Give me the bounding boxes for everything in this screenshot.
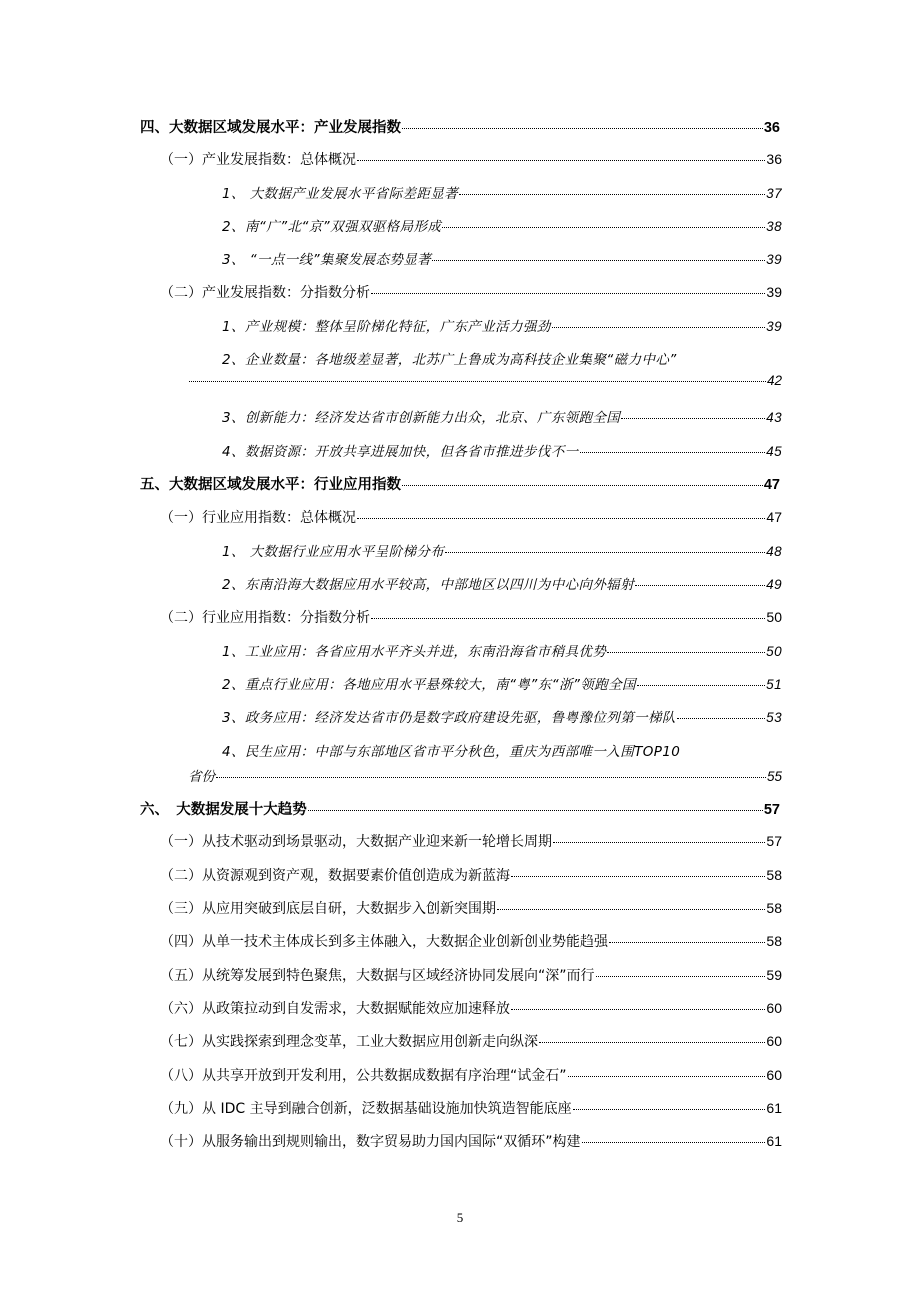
toc-entry-subsection[interactable] (222, 706, 782, 726)
toc-entry-title: （五）从统筹发展到特色聚焦，大数据与区域经济协同发展向“深”而行 (160, 968, 595, 984)
toc-entry-subsection[interactable] (222, 640, 782, 660)
toc-entry-section[interactable] (160, 865, 782, 885)
toc-entry-title: 2、企业数量：各地级差显著，北苏广上鲁成为高科技企业集聚“磁力中心” (222, 352, 677, 368)
toc-page-number: 50 (766, 644, 782, 659)
toc-page-number: 50 (766, 609, 782, 625)
leader-dots (189, 381, 766, 382)
toc-entry-title: 3、 “一点一线”集聚发展态势显著 (222, 252, 432, 268)
toc-entry-title: 1、 大数据行业应用水平呈阶梯分布 (222, 544, 445, 560)
toc-page-number: 51 (766, 677, 782, 692)
toc-entry-title: （三）从应用突破到底层自研，大数据步入创新突围期 (160, 901, 496, 917)
toc-page-number: 55 (766, 769, 782, 784)
toc-page-number: 39 (766, 252, 782, 267)
leader-dots (432, 260, 765, 261)
leader-dots (442, 227, 765, 228)
leader-dots (357, 160, 765, 161)
page-footer-number: 5 (456, 1210, 464, 1225)
toc-entry-subsection[interactable] (222, 406, 782, 426)
toc-entry-subsection[interactable] (222, 248, 782, 268)
leader-dots (511, 876, 765, 877)
leader-dots (621, 418, 765, 419)
toc-entry-title: （七）从实践探索到理念变革，工业大数据应用创新走向纵深 (160, 1034, 538, 1050)
toc-entry-title: 2、重点行业应用：各地应用水平悬殊较大，南“粤”东“浙”领跑全国 (222, 677, 636, 693)
leader-dots (402, 128, 763, 129)
toc-entry-subsection[interactable] (222, 573, 782, 593)
toc-page-number: 39 (766, 319, 782, 334)
toc-page-number: 58 (766, 933, 782, 949)
toc-entry-subsection[interactable] (222, 740, 782, 760)
leader-dots (308, 810, 763, 811)
leader-dots (607, 652, 765, 653)
toc-entry-title-continued: 省份 (188, 769, 215, 785)
leader-dots (402, 485, 763, 486)
leader-dots (609, 942, 765, 943)
toc-entry-title: （一）产业发展指数：总体概况 (160, 152, 356, 168)
toc-page-number: 45 (766, 444, 782, 459)
toc-entry-title: 3、政务应用：经济发达省市仍是数字政府建设先驱，鲁粤豫位列第一梯队 (222, 710, 676, 726)
toc-entry-section[interactable] (160, 898, 782, 918)
toc-entry-title: 1、工业应用：各省应用水平齐头并进，东南沿海省市稍具优势 (222, 644, 607, 660)
toc-entry-title: 1、产业规模：整体呈阶梯化特征，广东产业活力强劲 (222, 319, 551, 335)
toc-entry-section[interactable] (160, 831, 782, 851)
toc-entry-title: （十）从服务输出到规则输出，数字贸易助力国内国际“双循环”构建 (160, 1134, 581, 1150)
leader-dots (568, 1076, 766, 1077)
toc-entry-section[interactable] (160, 282, 782, 302)
toc-entry-section[interactable] (160, 1031, 782, 1051)
toc-page-number: 53 (766, 710, 782, 725)
toc-page-number: 48 (766, 544, 782, 559)
toc-entry-continuation[interactable] (188, 373, 782, 388)
toc-page-number: 37 (766, 186, 782, 201)
toc-page-number: 39 (766, 284, 782, 300)
leader-dots (497, 909, 765, 910)
toc-entry-section[interactable] (160, 507, 782, 527)
toc-entry-title: 四、大数据区域发展水平：产业发展指数 (140, 120, 401, 136)
toc-entry-chapter-6[interactable] (140, 798, 780, 819)
toc-entry-section[interactable] (160, 149, 782, 169)
toc-entry-chapter-4[interactable] (140, 116, 780, 137)
toc-entry-subsection[interactable] (222, 215, 782, 235)
toc-entry-subsection[interactable] (222, 540, 782, 560)
toc-entry-continuation[interactable] (188, 765, 782, 785)
leader-dots (573, 1109, 766, 1110)
toc-entry-section[interactable] (160, 1065, 782, 1085)
leader-dots (582, 1142, 766, 1143)
leader-dots (635, 585, 765, 586)
toc-entry-section[interactable] (160, 931, 782, 951)
toc-entry-chapter-5[interactable] (140, 473, 780, 494)
toc-entry-section[interactable] (160, 1098, 782, 1118)
toc-entry-subsection[interactable] (222, 182, 782, 202)
toc-page-number: 36 (766, 151, 782, 167)
toc-entry-title: 2、南“广”北“京”双强双驱格局形成 (222, 219, 442, 235)
toc-entry-title: （六）从政策拉动到自发需求，大数据赋能效应加速释放 (160, 1001, 510, 1017)
leader-dots (357, 518, 765, 519)
toc-entry-subsection[interactable] (222, 440, 782, 460)
toc-page-number: 61 (766, 1100, 782, 1116)
toc-entry-subsection[interactable] (222, 348, 782, 368)
toc-entry-title: 4、数据资源：开放共享进展加快，但各省市推进步伐不一 (222, 444, 579, 460)
toc-entry-title: 五、大数据区域发展水平：行业应用指数 (140, 477, 401, 493)
toc-entry-subsection[interactable] (222, 673, 782, 693)
toc-page-number: 58 (766, 867, 782, 883)
toc-entry-title: （四）从单一技术主体成长到多主体融入，大数据企业创新创业势能趋强 (160, 934, 608, 950)
toc-page-number: 59 (766, 967, 782, 983)
toc-page-number: 43 (766, 410, 782, 425)
leader-dots (677, 718, 765, 719)
toc-entry-title: 1、 大数据产业发展水平省际差距显著 (222, 186, 459, 202)
leader-dots (539, 1042, 765, 1043)
toc-page-number: 61 (766, 1133, 782, 1149)
toc-page-number: 47 (766, 509, 782, 525)
toc-entry-subsection[interactable] (222, 315, 782, 335)
toc-entry-title: （九）从 IDC 主导到融合创新，泛数据基础设施加快筑造智能底座 (160, 1101, 572, 1117)
toc-entry-title: 3、创新能力：经济发达省市创新能力出众，北京、广东领跑全国 (222, 410, 621, 426)
toc-page-number: 36 (763, 120, 780, 136)
toc-page-number: 49 (766, 577, 782, 592)
leader-dots (459, 194, 765, 195)
toc-entry-title: （二）从资源观到资产观，数据要素价值创造成为新蓝海 (160, 868, 510, 884)
toc-entry-section[interactable] (160, 1131, 782, 1151)
toc-page-number: 60 (766, 1067, 782, 1083)
toc-entry-section[interactable] (160, 965, 782, 985)
toc-entry-title: （一）行业应用指数：总体概况 (160, 510, 356, 526)
toc-page-number: 58 (766, 900, 782, 916)
toc-entry-title: （二）行业应用指数：分指数分析 (160, 610, 370, 626)
leader-dots (445, 552, 765, 553)
toc-entry-title: 2、东南沿海大数据应用水平较高，中部地区以四川为中心向外辐射 (222, 577, 635, 593)
toc-page-number: 60 (766, 1033, 782, 1049)
leader-dots (552, 327, 765, 328)
toc-entry-title: （二）产业发展指数：分指数分析 (160, 285, 370, 301)
toc-entry-section[interactable] (160, 998, 782, 1018)
leader-dots (371, 293, 765, 294)
leader-dots (596, 976, 766, 977)
toc-entry-title: （一）从技术驱动到场景驱动，大数据产业迎来新一轮增长周期 (160, 834, 552, 850)
toc-entry-section[interactable] (160, 607, 782, 627)
toc-page-number: 42 (766, 373, 782, 388)
leader-dots (580, 452, 766, 453)
toc-page-number: 57 (766, 833, 782, 849)
toc-page-number: 47 (763, 477, 780, 493)
toc-page-number: 38 (766, 219, 782, 234)
toc-entry-title: 六、 大数据发展十大趋势 (140, 802, 307, 818)
toc-entry-title: 4、民生应用：中部与东部地区省市平分秋色，重庆为西部唯一入围TOP10 (222, 744, 681, 760)
leader-dots (511, 1009, 765, 1010)
toc-page-number: 60 (766, 1000, 782, 1016)
leader-dots (371, 618, 765, 619)
leader-dots (553, 842, 765, 843)
leader-dots (637, 685, 765, 686)
leader-dots (216, 777, 766, 778)
toc-entry-title: （八）从共享开放到开发利用，公共数据成数据有序治理“试金石” (160, 1068, 567, 1084)
toc-page-number: 57 (763, 802, 780, 818)
